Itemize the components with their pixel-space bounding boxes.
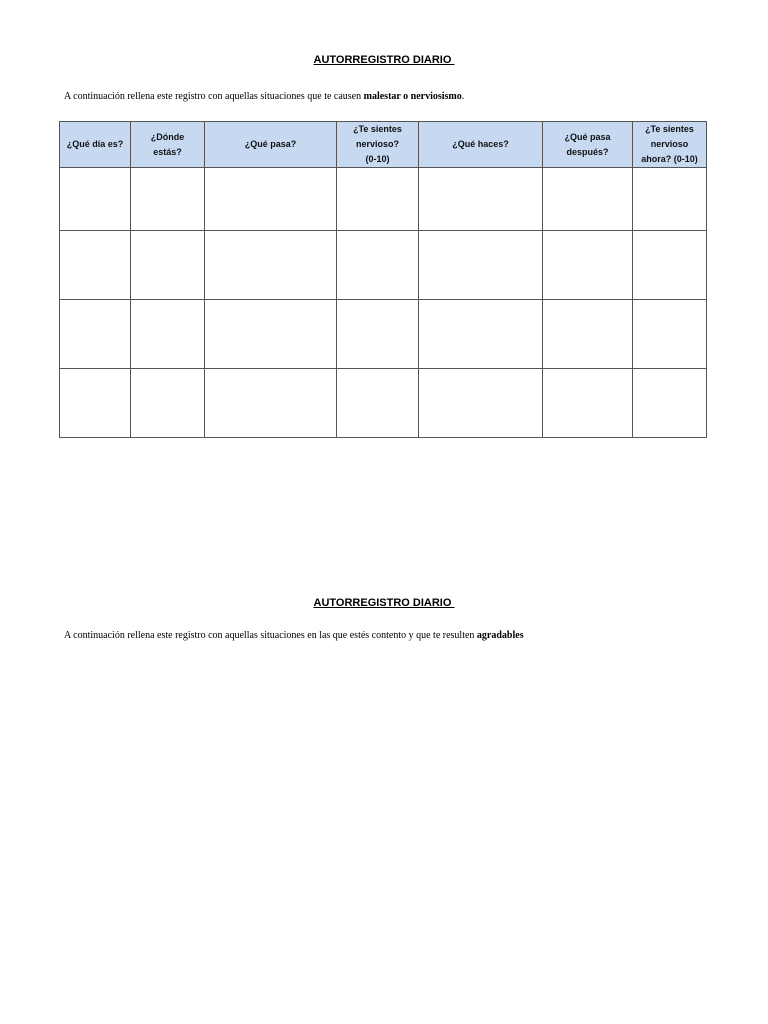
section1-intro-bold: malestar o nerviosismo (363, 91, 462, 102)
table-cell[interactable] (633, 369, 707, 438)
column-header-line: ¿Qué pasa (564, 131, 611, 142)
column-header-2 (131, 122, 205, 168)
section1-intro-end: . (461, 91, 465, 102)
table-cell[interactable] (633, 300, 707, 369)
table-cell[interactable] (205, 300, 337, 369)
column-header-line: (0-10) (365, 154, 390, 164)
self-record-table (59, 121, 707, 438)
column-header-line: después? (566, 146, 609, 157)
table-cell[interactable] (419, 168, 543, 231)
table-cell[interactable] (419, 369, 543, 438)
table-cell[interactable] (633, 168, 707, 231)
column-header-4 (337, 122, 419, 168)
table-cell[interactable] (419, 231, 543, 300)
table-cell[interactable] (131, 300, 205, 369)
table-cell[interactable] (337, 231, 419, 300)
table-cell[interactable] (131, 369, 205, 438)
column-header-line: nervioso? (355, 139, 399, 149)
table-header-row (60, 122, 707, 168)
column-header-line: ¿Te sientes (645, 124, 694, 134)
table-cell[interactable] (543, 300, 633, 369)
column-header-line: nervioso (650, 139, 689, 149)
table-cell[interactable] (543, 168, 633, 231)
table-row (60, 231, 707, 300)
table-cell[interactable] (419, 300, 543, 369)
table-row (60, 168, 707, 231)
column-header-line: ahora? (0-10) (641, 154, 698, 164)
column-header-7 (633, 122, 707, 168)
section1-intro-text: A continuación rellena este registro con aquellas situaciones que te causen (64, 91, 364, 102)
column-header-line: ¿Te sientes (353, 124, 402, 134)
table-row (60, 369, 707, 438)
table-cell[interactable] (543, 369, 633, 438)
table-body (60, 168, 707, 438)
column-header-line: ¿Qué día es? (66, 139, 124, 149)
column-header-5 (419, 122, 543, 168)
table-cell[interactable] (543, 231, 633, 300)
section2-title: AUTORREGISTRO DIARIO (313, 597, 455, 609)
table-cell[interactable] (337, 300, 419, 369)
table-cell[interactable] (205, 369, 337, 438)
table-cell[interactable] (60, 300, 131, 369)
column-header-line: estás? (153, 146, 182, 157)
table-cell[interactable] (60, 231, 131, 300)
table-cell[interactable] (205, 231, 337, 300)
column-header-line: ¿Qué haces? (452, 139, 509, 149)
table-cell[interactable] (633, 231, 707, 300)
section1-intro (64, 91, 464, 102)
table-cell[interactable] (60, 369, 131, 438)
column-header-line: ¿Dónde (150, 131, 185, 142)
section1-title: AUTORREGISTRO DIARIO (313, 54, 455, 66)
column-header-1 (60, 122, 131, 168)
column-header-line: ¿Qué pasa? (244, 139, 297, 149)
section2-intro-bold: agradables (476, 630, 524, 641)
table-cell[interactable] (131, 231, 205, 300)
table-cell[interactable] (205, 168, 337, 231)
table-row (60, 300, 707, 369)
table-cell[interactable] (337, 168, 419, 231)
table-cell[interactable] (337, 369, 419, 438)
table-cell[interactable] (60, 168, 131, 231)
column-header-3 (205, 122, 337, 168)
section2-intro-text: A continuación rellena este registro con aquellas situaciones en las que estés contento y que te resulten (64, 630, 477, 641)
section2-intro (64, 630, 524, 641)
column-header-6 (543, 122, 633, 168)
table-cell[interactable] (131, 168, 205, 231)
